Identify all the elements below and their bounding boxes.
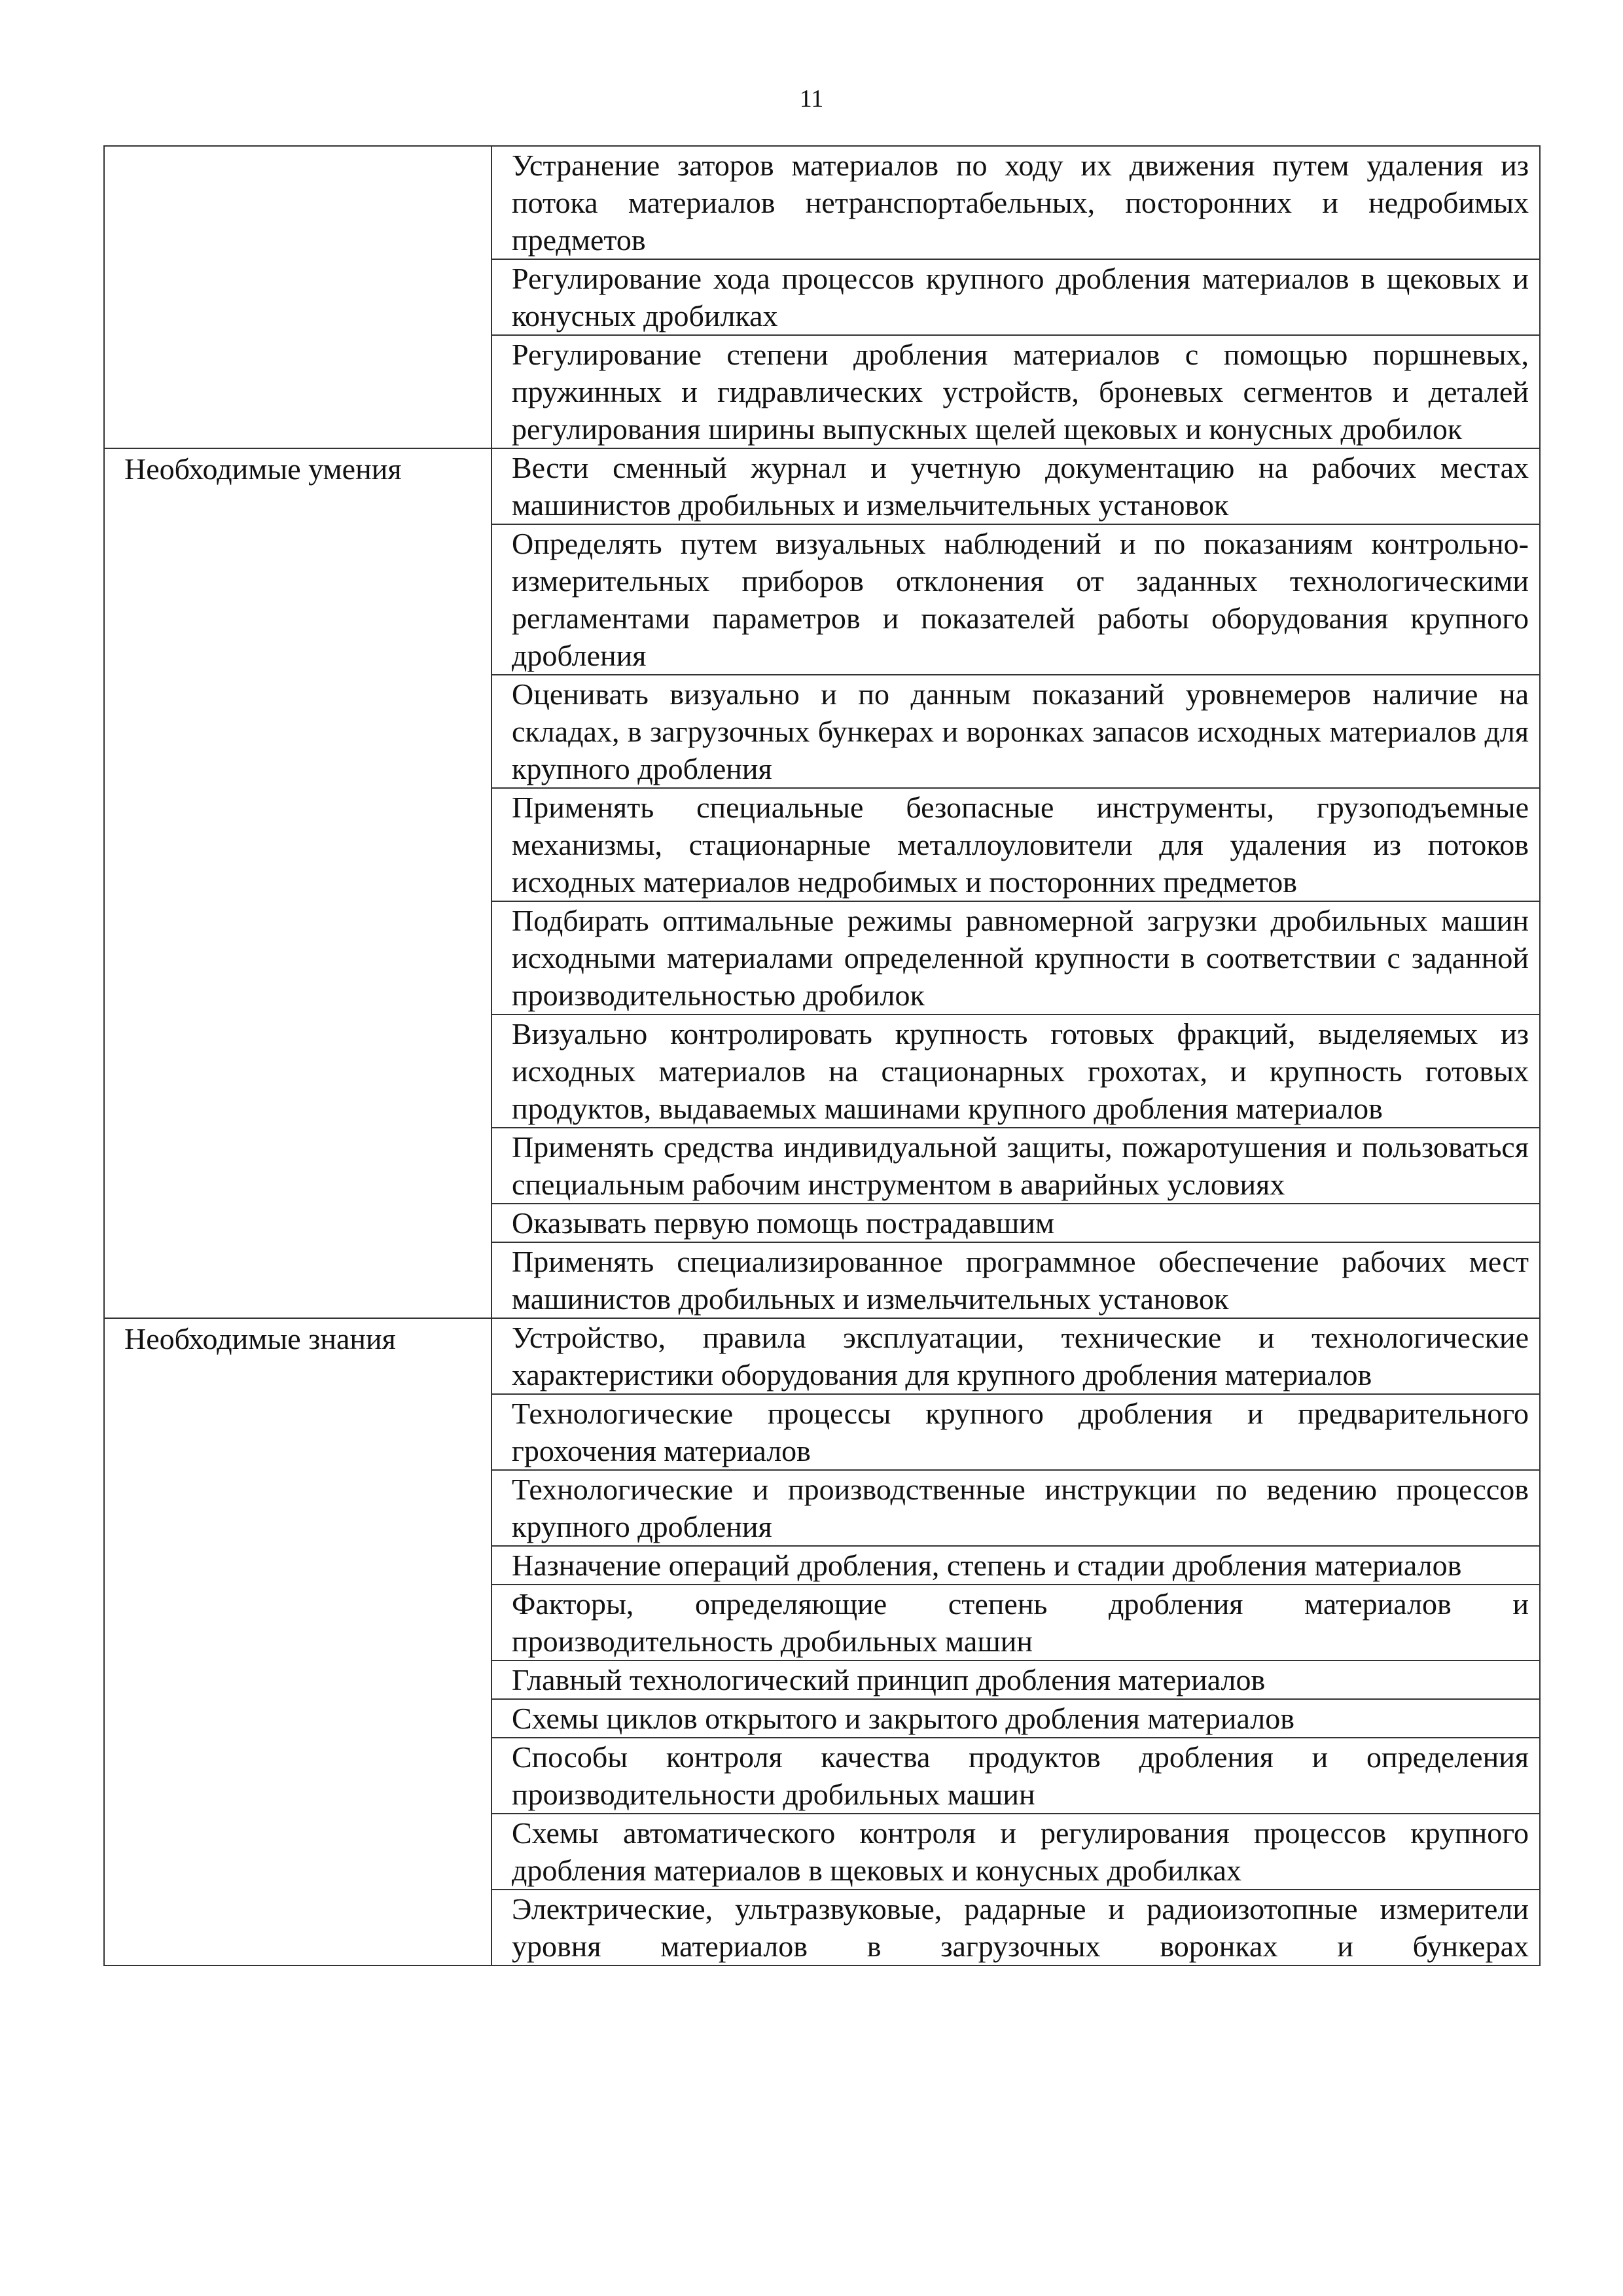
skill-item: Применять специализированное программное обеспечение рабочих мест машинистов дробильных и измельчительных установок: [491, 1242, 1540, 1318]
skill-item: Применять средства индивидуальной защиты, пожаротушения и пользоваться специальным рабочим инструментом в аварийных условиях: [491, 1128, 1540, 1204]
knowledge-item: Технологические и производственные инструкции по ведению процессов крупного дробления: [491, 1470, 1540, 1546]
skills-label: Необходимые умения: [104, 448, 491, 1318]
continuation-item: Регулирование степени дробления материалов с помощью поршневых, пружинных и гидравлических устройств, броневых сегментов и деталей регулирования ширины выпускных щелей щековых и конусных дробилок: [491, 335, 1540, 448]
skill-item: Оказывать первую помощь пострадавшим: [491, 1204, 1540, 1242]
skill-item: Вести сменный журнал и учетную документацию на рабочих местах машинистов дробильных и измельчительных установок: [491, 448, 1540, 524]
continuation-item: Устранение заторов материалов по ходу их движения путем удаления из потока материалов нетранспортабельных, посторонних и недробимых предметов: [491, 146, 1540, 259]
knowledge-item: Главный технологический принцип дробления материалов: [491, 1660, 1540, 1699]
continuation-item: Регулирование хода процессов крупного дробления материалов в щековых и конусных дробилках: [491, 259, 1540, 335]
skill-item: Применять специальные безопасные инструменты, грузоподъемные механизмы, стационарные металлоуловители для удаления из потоков исходных материалов недробимых и посторонних предметов: [491, 788, 1540, 901]
knowledge-item: Электрические, ультразвуковые, радарные и радиоизотопные измерители уровня материалов в загрузочных воронках и бункерах: [491, 1890, 1540, 1965]
knowledge-item: Схемы автоматического контроля и регулирования процессов крупного дробления материалов в щековых и конусных дробилках: [491, 1814, 1540, 1890]
knowledge-item: Способы контроля качества продуктов дробления и определения производительности дробильных машин: [491, 1738, 1540, 1814]
knowledge-item: Устройство, правила эксплуатации, технические и технологические характеристики оборудования для крупного дробления материалов: [491, 1318, 1540, 1394]
page-number: 11: [799, 85, 824, 113]
knowledge-item: Назначение операций дробления, степень и стадии дробления материалов: [491, 1546, 1540, 1585]
skill-item: Оценивать визуально и по данным показаний уровнемеров наличие на складах, в загрузочных бункерах и воронках запасов исходных материалов для крупного дробления: [491, 675, 1540, 788]
skill-item: Подбирать оптимальные режимы равномерной загрузки дробильных машин исходными материалами определенной крупности в соответствии с заданной производительностью дробилок: [491, 901, 1540, 1014]
qualification-requirements-table: [103, 145, 1541, 1966]
knowledge-label: Необходимые знания: [104, 1318, 491, 1965]
table-row: [104, 1318, 1540, 1394]
table-row: [104, 146, 1540, 259]
skill-item: Определять путем визуальных наблюдений и по показаниям контрольно-измерительных приборов отклонения от заданных технологическими регламентами параметров и показателей работы оборудования крупного дробления: [491, 524, 1540, 675]
knowledge-item: Факторы, определяющие степень дробления материалов и производительность дробильных машин: [491, 1585, 1540, 1660]
table-row: [104, 448, 1540, 524]
continuation-label-cell: [104, 146, 491, 448]
skill-item: Визуально контролировать крупность готовых фракций, выделяемых из исходных материалов на стационарных грохотах, и крупность готовых продуктов, выдаваемых машинами крупного дробления материалов: [491, 1014, 1540, 1128]
knowledge-item: Технологические процессы крупного дробления и предварительного грохочения материалов: [491, 1394, 1540, 1470]
knowledge-item: Схемы циклов открытого и закрытого дробления материалов: [491, 1699, 1540, 1738]
